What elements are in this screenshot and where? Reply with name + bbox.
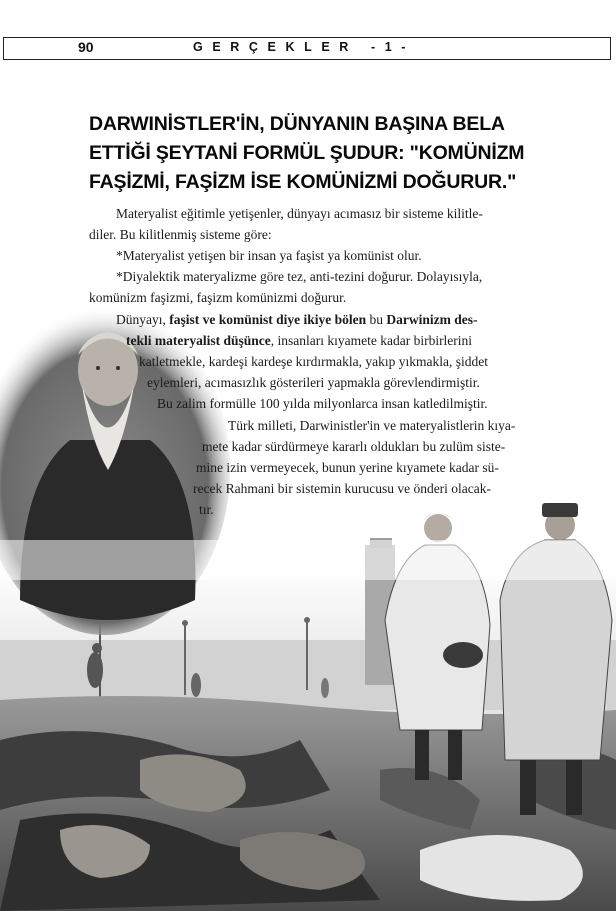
- paragraph-line: [126, 330, 472, 352]
- text-run: bu: [366, 312, 387, 327]
- text-run: Dünyayı,: [116, 312, 170, 327]
- paragraph-line: eylemleri, acımasızlık gösterileri yapmakla görevlendirmiştir.: [147, 375, 480, 390]
- paragraph-line: Türk milleti, Darwinistler'in ve materyalistlerin kıya-: [228, 418, 516, 433]
- headline-line: ETTİĞİ ŞEYTANİ FORMÜL ŞUDUR: "KOMÜNİZM: [89, 142, 525, 164]
- bold-text-run: tekli materyalist düşünce: [126, 333, 271, 348]
- paragraph-line: katletmekle, kardeşi kardeşe kırdırmakla, yakıp yıkmakla, şiddet: [139, 354, 489, 369]
- page-number: 90: [78, 39, 94, 55]
- paragraph-line: mine izin vermeyecek, bunun yerine kıyamete kadar sü-: [196, 460, 499, 475]
- headline-line: FAŞİZMİ, FAŞİZM İSE KOMÜNİZMİ DOĞURUR.": [89, 171, 517, 193]
- text-run: , insanları kıyamete kadar birbirlerini: [270, 333, 473, 348]
- paragraph-line: *Materyalist yetişen bir insan ya faşist ya komünist olur.: [116, 248, 422, 263]
- paragraph-line: [116, 309, 478, 331]
- headline-line: DARWINİSTLER'İN, DÜNYANIN BAŞINA BELA: [89, 113, 505, 135]
- paragraph-line: *Diyalektik materyalizme göre tez, anti-tezini doğurur. Dolayısıyla,: [116, 269, 483, 284]
- paragraph-line: recek Rahmani bir sistemin kurucusu ve önderi olacak-: [193, 481, 492, 496]
- paragraph-line: mete kadar sürdürmeye kararlı oldukları bu zulüm siste-: [202, 439, 506, 454]
- bold-text-run: Darwinizm des-: [386, 312, 478, 327]
- paragraph-line: Materyalist eğitimle yetişenler, dünyayı acımasız bir sisteme kilitle-: [116, 206, 483, 221]
- paragraph-line: diler. Bu kilitlenmiş sisteme göre:: [89, 227, 272, 242]
- paragraph-line: Bu zalim formülle 100 yılda milyonlarca insan katledilmiştir.: [157, 396, 488, 411]
- paragraph-line: tır.: [199, 502, 214, 517]
- bold-text-run: faşist ve komünist diye ikiye bölen: [169, 312, 367, 327]
- running-title: GERÇEKLER -1-: [193, 40, 416, 54]
- paragraph-line: komünizm faşizmi, faşizm komünizmi doğurur.: [89, 290, 347, 305]
